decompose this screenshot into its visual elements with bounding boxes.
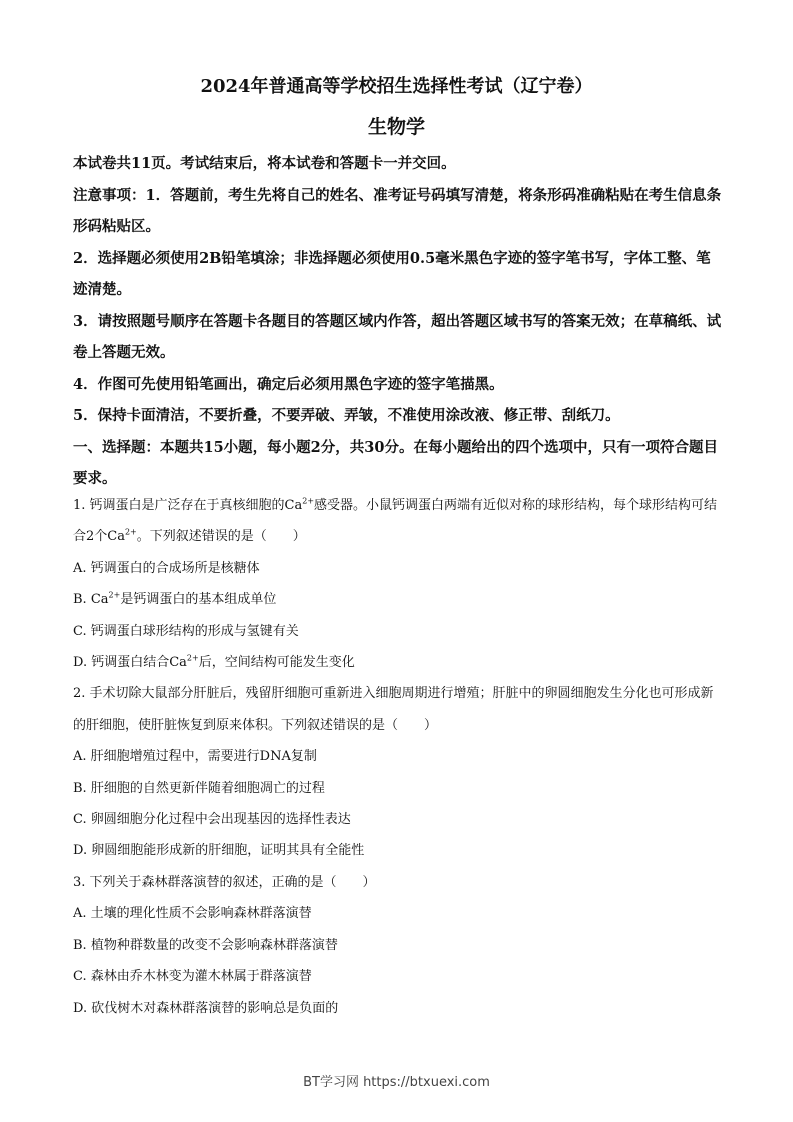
q1-stem-part: 1. 钙调蛋白是广泛存在于真核细胞的Ca [73,498,303,513]
exam-subject: 生物学 [367,116,425,138]
question-2-stem: 2. 手术切除大鼠部分肝脏后，残留肝细胞可重新进入细胞周期进行增殖；肝脏中的卵圆细胞发生分化也可形成新的肝细胞，使肝脏恢复到原来体积。下列叙述错误的是（ ） [73,686,714,733]
question-1-option-c: C. 钙调蛋白球形结构的形成与氢键有关 [73,623,299,639]
question-3-option-c: C. 森林由乔木林变为灌木林属于群落演替 [73,969,312,985]
question-2-option-d: D. 卵圆细胞能形成新的肝细胞，证明其具有全能性 [73,843,365,859]
q1-option-sup: 2+ [186,653,199,663]
notice-line: 4．作图可先使用铅笔画出，确定后必须用黑色字迹的签字笔描黑。 [73,375,504,393]
q1-option-sup: 2+ [108,590,121,600]
question-1-stem [73,490,725,553]
section-heading: 一、选择题：本题共15小题，每小题2分，共30分。在每小题给出的四个选项中，只有一项符合题目要求。 [73,438,718,487]
notice-section [73,148,725,495]
q1-stem-part: 。下列叙述错误的是（ ） [136,529,306,545]
q1-stem-sup: 2+ [302,496,315,506]
question-3-option-a: A. 土壤的理化性质不会影响森林群落演替 [73,906,312,922]
question-3-option-d: D. 砍伐树木对森林群落演替的影响总是负面的 [73,1000,339,1016]
q1-option-part: 后，空间结构可能发生变化 [198,655,355,671]
notice-line: 注意事项：1．答题前，考生先将自己的姓名、准考证号码填写清楚，将条形码准确粘贴在考生信息条形码粘贴区。 [73,186,722,235]
question-3-option-b: B. 植物种群数量的改变不会影响森林群落演替 [73,937,338,953]
question-2-option-c: C. 卵圆细胞分化过程中会出现基因的选择性表达 [73,812,351,828]
q1-option-part: D. 钙调蛋白结合Ca [73,655,187,671]
questions-section [73,490,725,1024]
question-2-option-b: B. 肝细胞的自然更新伴随着细胞凋亡的过程 [73,780,325,796]
question-1-option-d [73,647,725,678]
q1-option-part: 是钙调蛋白的基本组成单位 [120,592,277,608]
notice-line: 本试卷共11页。考试结束后，将本试卷和答题卡一并交回。 [73,155,456,172]
notice-line: 2．选择题必须使用2B铅笔填涂；非选择题必须使用0.5毫米黑色字迹的签字笔书写，字体工整、笔迹清楚。 [73,249,711,298]
q1-stem-sup: 2+ [124,528,137,538]
question-1-option-b [73,584,725,615]
q1-option-part: B. Ca [73,592,109,608]
q1-stem-part: 感受器。小鼠钙调蛋白两端有近似对称的球形结构，每个球形结构可结合2个Ca [73,498,718,545]
notice-line: 3．请按照题号顺序在答题卡各题目的答题区域内作答，超出答题区域书写的答案无效；在草稿纸、试卷上答题无效。 [73,312,722,361]
question-1-option-a: A. 钙调蛋白的合成场所是核糖体 [73,560,260,576]
question-2-option-a: A. 肝细胞增殖过程中，需要进行DNA复制 [73,749,317,765]
question-3-stem: 3. 下列关于森林群落演替的叙述，正确的是（ ） [73,874,376,890]
footer-watermark: BT学习网 https://btxuexi.com [303,1075,490,1090]
notice-line: 5．保持卡面清洁，不要折叠，不要弄破、弄皱，不准使用涂改液、修正带、刮纸刀。 [73,407,620,424]
exam-title: 2024年普通高等学校招生选择性考试（辽宁卷） [200,76,593,97]
